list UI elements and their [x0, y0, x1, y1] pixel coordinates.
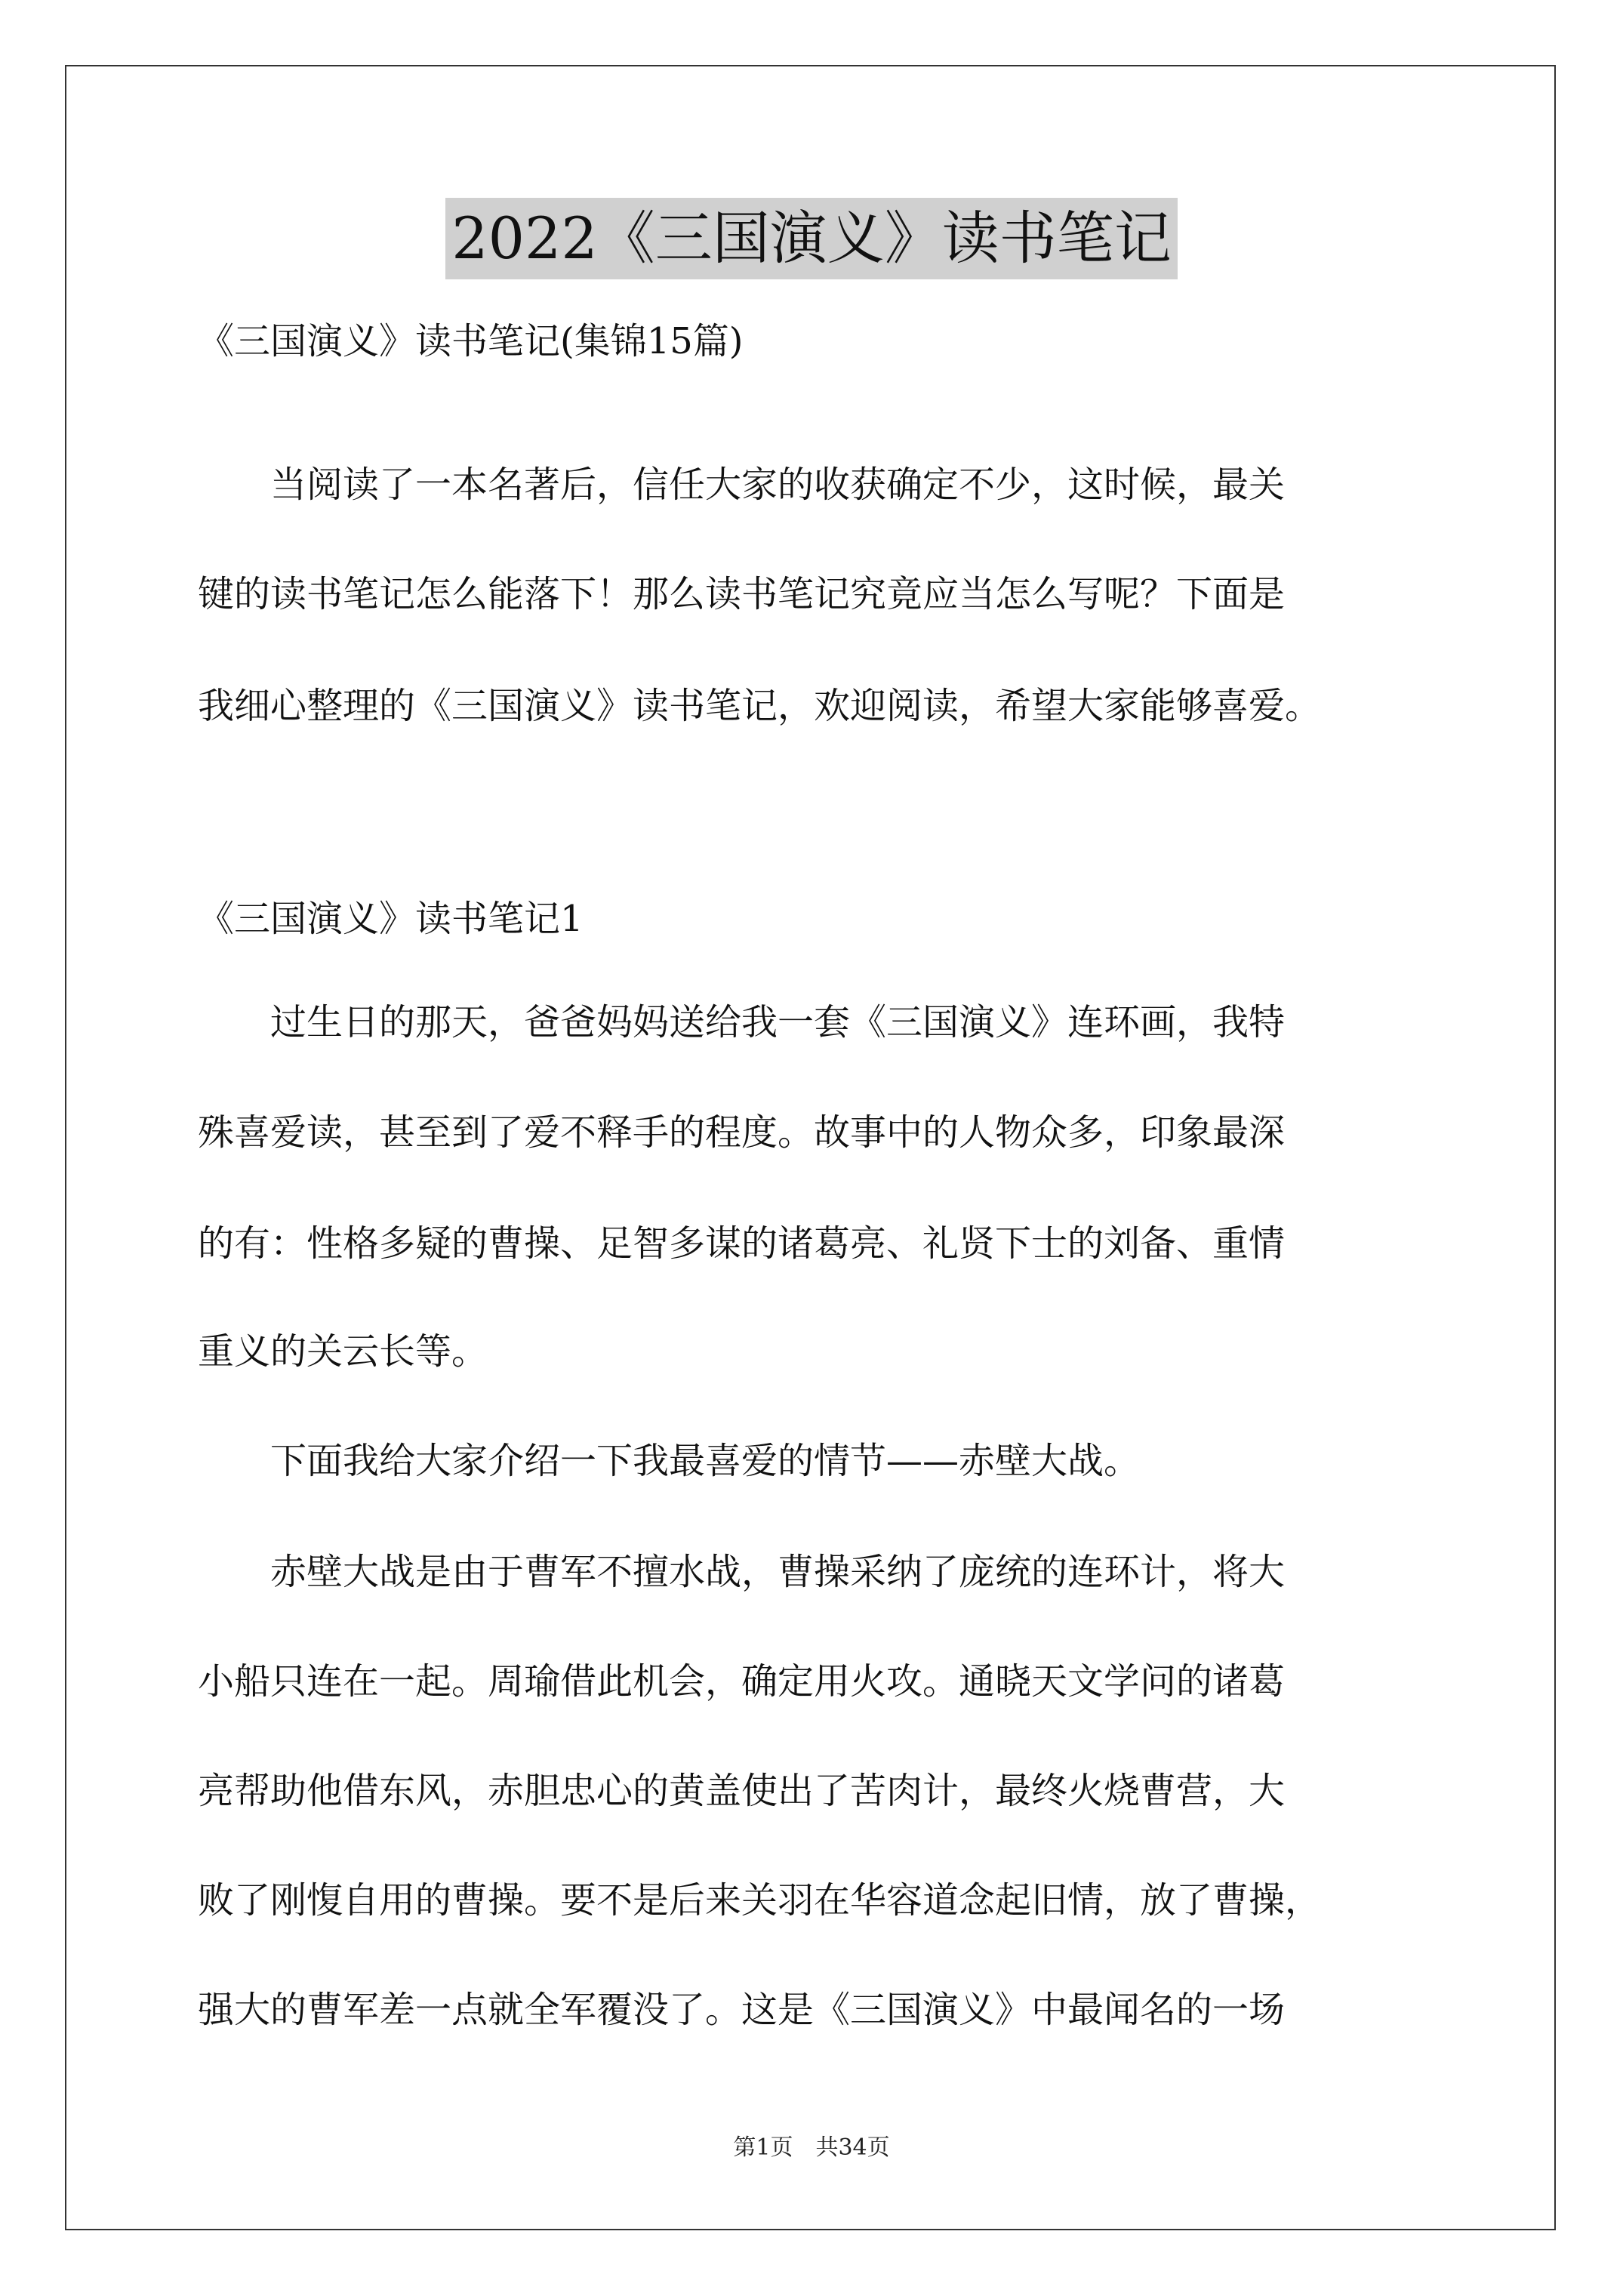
subtitle-line: 《三国演义》读书笔记(集锦15篇)	[198, 320, 744, 362]
paragraph-line: 键的读书笔记怎么能落下！那么读书笔记究竟应当怎么写呢？下面是	[198, 573, 1286, 615]
paragraph-line: 败了刚愎自用的曹操。要不是后来关羽在华容道念起旧情，放了曹操，	[198, 1879, 1322, 1922]
paragraph-line: 的有：性格多疑的曹操、足智多谋的诸葛亮、礼贤下士的刘备、重情	[198, 1222, 1286, 1265]
paragraph-line: 强大的曹军差一点就全军覆没了。这是《三国演义》中最闻名的一场	[198, 1989, 1286, 2031]
paragraph-line: 下面我给大家介绍一下我最喜爱的情节——赤壁大战。	[198, 1440, 1141, 1482]
title-container	[0, 198, 1623, 279]
page-footer: 第1页 共34页	[733, 2134, 890, 2161]
paragraph-line: 小船只连在一起。周瑜借此机会，确定用火攻。通晓天文学问的诸葛	[198, 1660, 1286, 1703]
document-title: 2022《三国演义》读书笔记	[445, 198, 1177, 279]
paragraph-line: 我细心整理的《三国演义》读书笔记，欢迎阅读，希望大家能够喜爱。	[198, 685, 1322, 727]
paragraph-line: 重义的关云长等。	[198, 1330, 488, 1373]
paragraph-line: 赤壁大战是由于曹军不擅水战，曹操采纳了庞统的连环计，将大	[198, 1551, 1286, 1593]
paragraph-line: 殊喜爱读，甚至到了爱不释手的程度。故事中的人物众多，印象最深	[198, 1111, 1286, 1154]
paragraph-line: 亮帮助他借东风，赤胆忠心的黄盖使出了苦肉计，最终火烧曹营，大	[198, 1770, 1286, 1812]
paragraph-line: 过生日的那天，爸爸妈妈送给我一套《三国演义》连环画，我特	[198, 1001, 1286, 1043]
section-heading: 《三国演义》读书笔记1	[198, 898, 584, 940]
paragraph-line: 当阅读了一本名著后，信任大家的收获确定不少，这时候，最关	[198, 464, 1286, 506]
